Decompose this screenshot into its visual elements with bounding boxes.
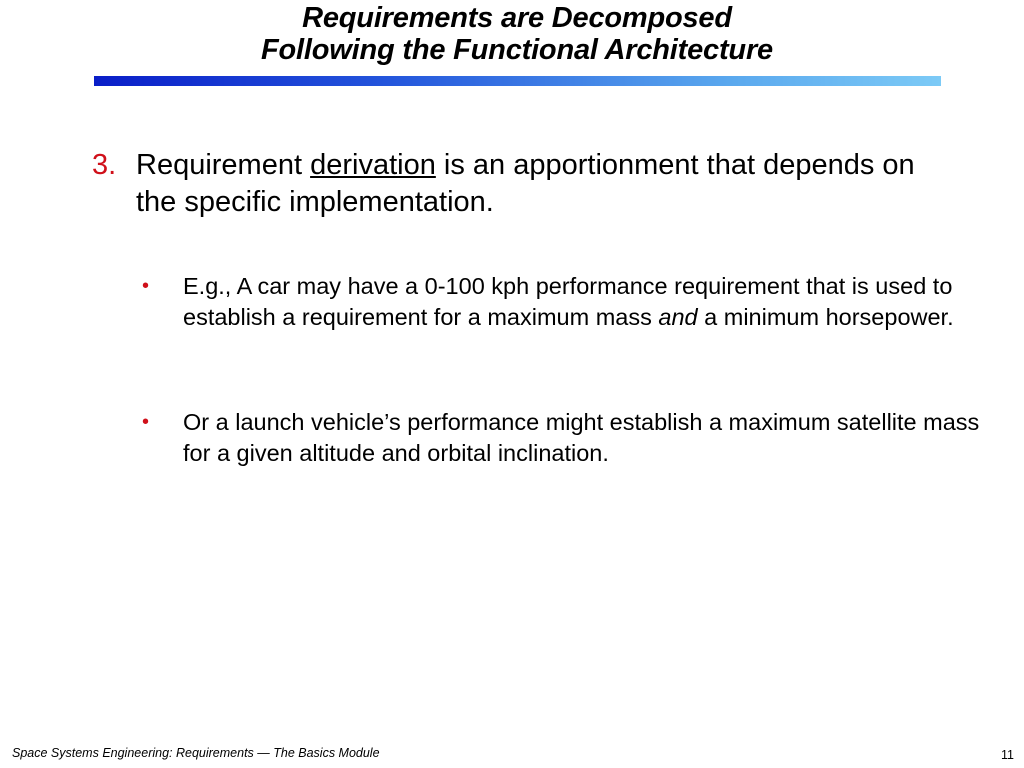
point-text-after: is an apportionment that depends on the specific implementation.: [136, 149, 915, 218]
slide-title: [0, 2, 1024, 66]
bullet-marker: •: [142, 411, 150, 433]
page-number: 11: [1001, 748, 1014, 762]
bullet-text: [183, 271, 982, 333]
bullet-marker: •: [142, 275, 150, 297]
title-line-1: Requirements are Decomposed: [302, 2, 732, 34]
point-text-before: Requirement: [136, 149, 311, 181]
bullet-item: [142, 407, 982, 469]
footer-module-title: Space Systems Engineering: Requirements — The Basics Module: [12, 746, 380, 760]
title-line-2: Following the Functional Architecture: [261, 34, 773, 66]
bullet-text: Or a launch vehicle’s performance might establish a maximum satellite mass for a given altitude and orbital inclination.: [183, 409, 980, 466]
point-text: [136, 147, 952, 221]
numbered-point: [92, 147, 952, 221]
point-text-underlined: derivation: [310, 149, 436, 181]
title-underline-bar: [94, 76, 941, 86]
bullet-text-before: E.g., A car may have a 0-100 kph performance requirement that is used to establish a requirement for a maximum mass: [183, 273, 953, 330]
bullet-text-italic: and: [658, 304, 698, 330]
point-number: 3.: [92, 149, 117, 181]
bullet-item: [142, 271, 982, 333]
bullet-text-after: a minimum horsepower.: [697, 304, 954, 330]
